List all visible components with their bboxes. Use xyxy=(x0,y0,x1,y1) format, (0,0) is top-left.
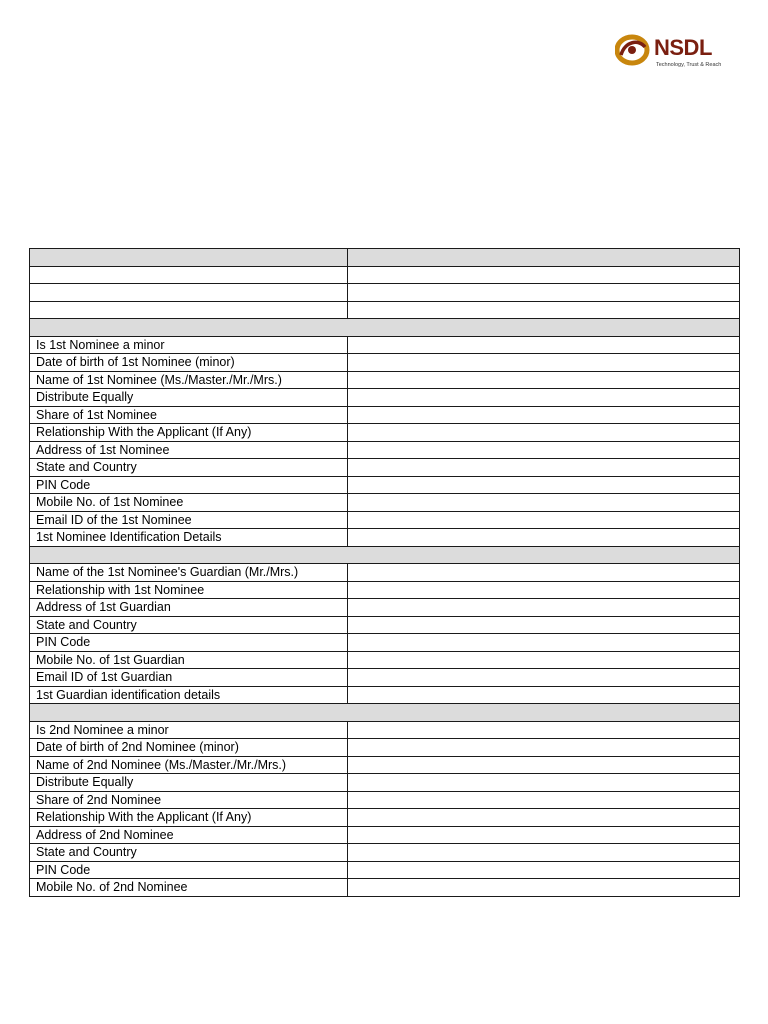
field-label: Mobile No. of 2nd Nominee xyxy=(30,879,348,897)
form-row xyxy=(30,511,740,529)
field-label: State and Country xyxy=(30,844,348,862)
form-row xyxy=(30,354,740,372)
form-row xyxy=(30,861,740,879)
field-label: Relationship with 1st Nominee xyxy=(30,581,348,599)
field-value-cell[interactable] xyxy=(348,844,740,862)
nomination-form-table xyxy=(29,248,740,897)
field-value-cell[interactable] xyxy=(348,511,740,529)
field-label: 1st Guardian identification details xyxy=(30,686,348,704)
field-label: Share of 2nd Nominee xyxy=(30,791,348,809)
field-value-cell[interactable] xyxy=(348,284,740,302)
field-value-cell[interactable] xyxy=(348,879,740,897)
field-label: Name of 2nd Nominee (Ms./Master./Mr./Mrs.) xyxy=(30,756,348,774)
form-row xyxy=(30,371,740,389)
field-label: Address of 2nd Nominee xyxy=(30,826,348,844)
field-label: Address of 1st Nominee xyxy=(30,441,348,459)
field-value-cell[interactable] xyxy=(348,494,740,512)
field-label: Name of the 1st Nominee's Guardian (Mr./Mrs.) xyxy=(30,564,348,582)
section-band-cell xyxy=(30,546,740,564)
field-value-cell[interactable] xyxy=(348,249,740,267)
form-row xyxy=(30,844,740,862)
section-band-2 xyxy=(30,546,740,564)
section-band-cell xyxy=(30,704,740,722)
field-label: Date of birth of 1st Nominee (minor) xyxy=(30,354,348,372)
field-label: Email ID of 1st Guardian xyxy=(30,669,348,687)
form-row xyxy=(30,336,740,354)
form-row xyxy=(30,476,740,494)
blank-row xyxy=(30,284,740,302)
field-label: State and Country xyxy=(30,616,348,634)
field-value-cell[interactable] xyxy=(348,354,740,372)
field-value-cell[interactable] xyxy=(348,634,740,652)
field-value-cell[interactable] xyxy=(348,616,740,634)
field-label: Date of birth of 2nd Nominee (minor) xyxy=(30,739,348,757)
nsdl-swirl-icon xyxy=(615,33,651,67)
form-row xyxy=(30,441,740,459)
field-value-cell[interactable] xyxy=(348,476,740,494)
field-label: PIN Code xyxy=(30,476,348,494)
field-value-cell[interactable] xyxy=(348,371,740,389)
field-value-cell[interactable] xyxy=(348,441,740,459)
field-value-cell[interactable] xyxy=(348,581,740,599)
form-row xyxy=(30,879,740,897)
field-label xyxy=(30,301,348,319)
field-value-cell[interactable] xyxy=(348,406,740,424)
field-value-cell[interactable] xyxy=(348,651,740,669)
field-label xyxy=(30,266,348,284)
field-value-cell[interactable] xyxy=(348,721,740,739)
form-row xyxy=(30,669,740,687)
form-row xyxy=(30,774,740,792)
field-label: Distribute Equally xyxy=(30,389,348,407)
field-value-cell[interactable] xyxy=(348,686,740,704)
field-value-cell[interactable] xyxy=(348,756,740,774)
field-label: Relationship With the Applicant (If Any) xyxy=(30,809,348,827)
form-row xyxy=(30,406,740,424)
form-row xyxy=(30,599,740,617)
field-label: Relationship With the Applicant (If Any) xyxy=(30,424,348,442)
field-value-cell[interactable] xyxy=(348,599,740,617)
form-row xyxy=(30,756,740,774)
field-value-cell[interactable] xyxy=(348,459,740,477)
field-value-cell[interactable] xyxy=(348,861,740,879)
field-label: Email ID of the 1st Nominee xyxy=(30,511,348,529)
field-label: PIN Code xyxy=(30,861,348,879)
field-value-cell[interactable] xyxy=(348,826,740,844)
form-row xyxy=(30,564,740,582)
field-value-cell[interactable] xyxy=(348,336,740,354)
field-value-cell[interactable] xyxy=(348,739,740,757)
field-value-cell[interactable] xyxy=(348,424,740,442)
blank-row xyxy=(30,266,740,284)
form-row xyxy=(30,721,740,739)
form-row xyxy=(30,389,740,407)
form-row xyxy=(30,634,740,652)
header-row xyxy=(30,249,740,267)
logo-brand-text: NSDL xyxy=(654,35,712,60)
field-value-cell[interactable] xyxy=(348,266,740,284)
form-row xyxy=(30,651,740,669)
form-row xyxy=(30,581,740,599)
field-value-cell[interactable] xyxy=(348,564,740,582)
logo-tagline: Technology, Trust & Reach xyxy=(656,62,722,68)
field-value-cell[interactable] xyxy=(348,774,740,792)
section-band-cell xyxy=(30,319,740,337)
form-row xyxy=(30,529,740,547)
field-label: Mobile No. of 1st Nominee xyxy=(30,494,348,512)
form-row xyxy=(30,616,740,634)
form-row xyxy=(30,686,740,704)
field-value-cell[interactable] xyxy=(348,809,740,827)
field-label: 1st Nominee Identification Details xyxy=(30,529,348,547)
field-label: Is 1st Nominee a minor xyxy=(30,336,348,354)
field-value-cell[interactable] xyxy=(348,669,740,687)
field-value-cell[interactable] xyxy=(348,301,740,319)
form-row xyxy=(30,809,740,827)
field-label xyxy=(30,249,348,267)
field-label: Address of 1st Guardian xyxy=(30,599,348,617)
field-label: Name of 1st Nominee (Ms./Master./Mr./Mrs.) xyxy=(30,371,348,389)
field-label: State and Country xyxy=(30,459,348,477)
nsdl-logo xyxy=(615,31,735,75)
field-value-cell[interactable] xyxy=(348,791,740,809)
field-label: Share of 1st Nominee xyxy=(30,406,348,424)
form-row xyxy=(30,494,740,512)
form-row xyxy=(30,424,740,442)
field-label: Is 2nd Nominee a minor xyxy=(30,721,348,739)
field-label: Distribute Equally xyxy=(30,774,348,792)
field-label: PIN Code xyxy=(30,634,348,652)
form-row xyxy=(30,826,740,844)
blank-row xyxy=(30,301,740,319)
form-row xyxy=(30,739,740,757)
form-row xyxy=(30,791,740,809)
form-row xyxy=(30,459,740,477)
section-band-3 xyxy=(30,704,740,722)
field-value-cell[interactable] xyxy=(348,389,740,407)
field-label: Mobile No. of 1st Guardian xyxy=(30,651,348,669)
section-band-1 xyxy=(30,319,740,337)
field-label xyxy=(30,284,348,302)
form-table-body xyxy=(30,249,740,897)
field-value-cell[interactable] xyxy=(348,529,740,547)
